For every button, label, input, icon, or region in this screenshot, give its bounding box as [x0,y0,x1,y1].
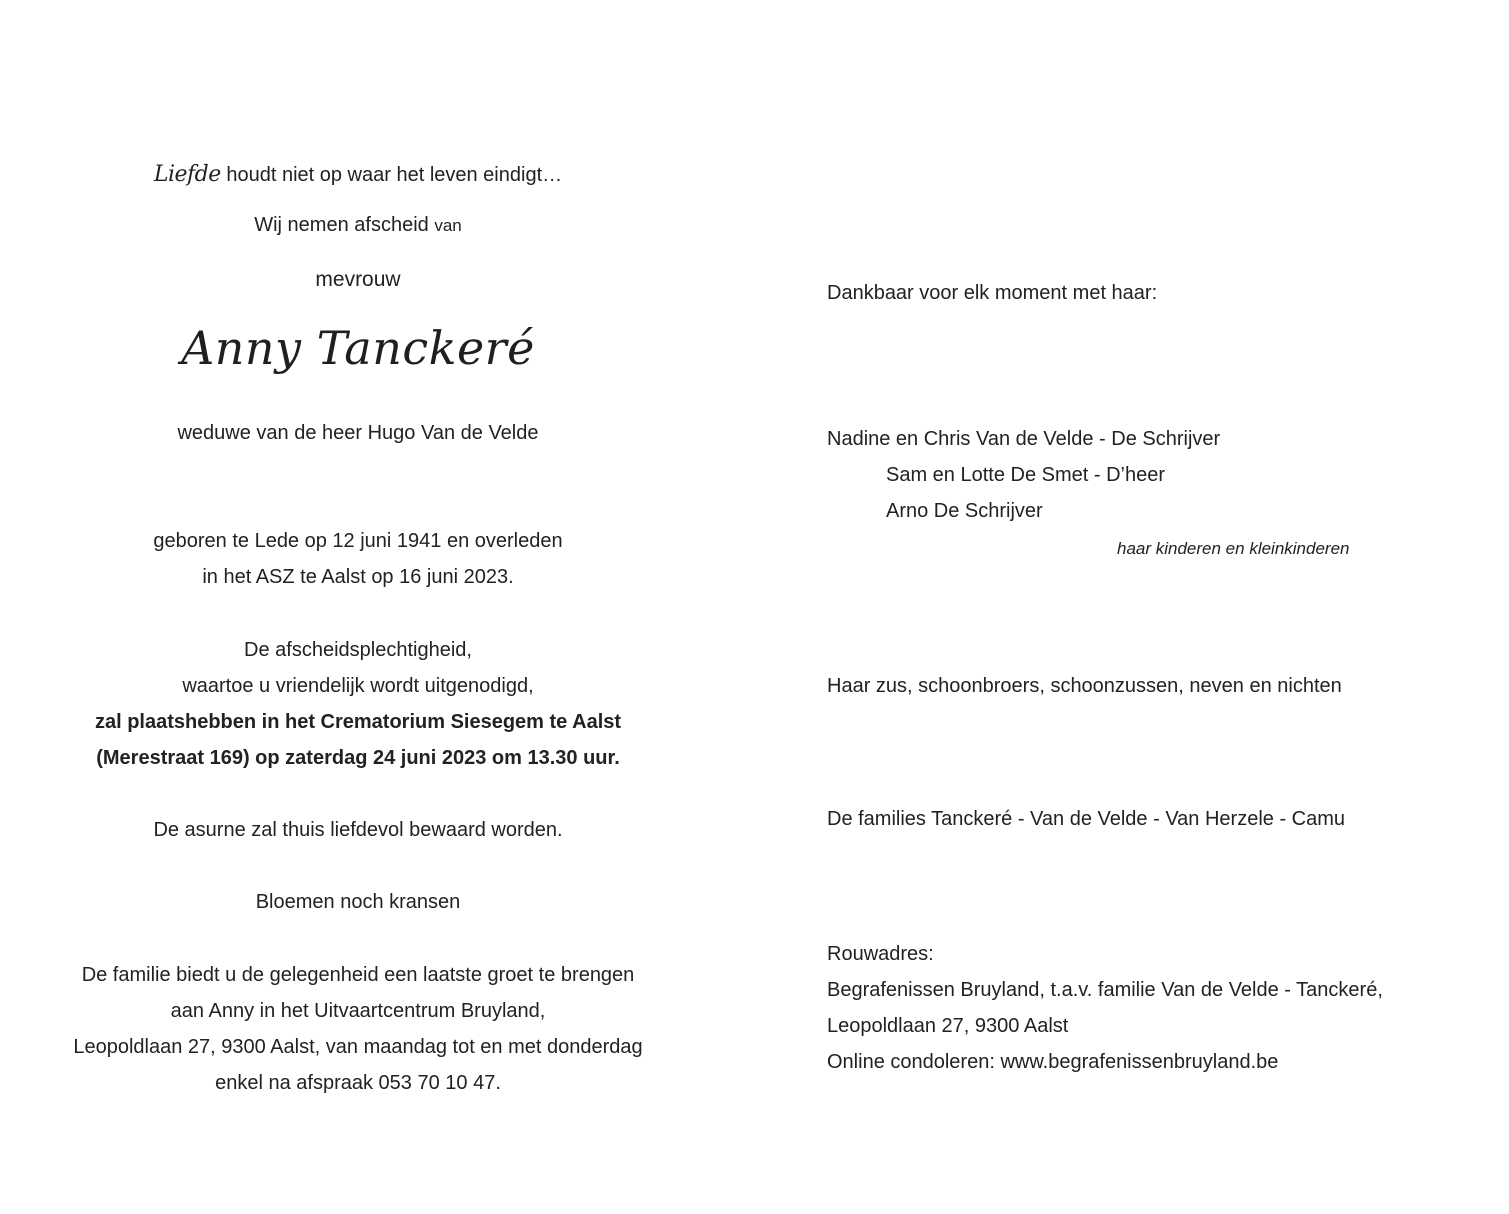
deceased-name: Anny Tanckeré [181,321,535,375]
visit-line-3: Leopoldlaan 27, 9300 Aalst, van maandag tot en met donderdag [73,1036,643,1058]
honorific: mevrouw [315,268,401,291]
ceremony-line-1: De afscheidsplechtigheid, [244,639,472,661]
family-line-3: Arno De Schrijver [886,500,1043,522]
address-line-3: Online condoleren: www.begrafenissenbruyland.be [827,1051,1279,1073]
visit-line-2: aan Anny in het Uitvaartcentrum Bruyland, [170,1000,546,1022]
ceremony-line-4: (Merestraat 169) op zaterdag 24 juni 2023 om 13.30 uur. [96,747,620,769]
born-line-1: geboren te Lede op 12 juni 1941 en overleden [153,530,563,552]
urn-line: De asurne zal thuis liefdevol bewaard worden. [153,819,563,841]
flowers-line: Bloemen noch kransen [255,891,461,913]
farewell-line [58,213,658,238]
relatives-line: Haar zus, schoonbroers, schoonzussen, neven en nichten [827,675,1342,697]
visit-line-4: enkel na afspraak 053 70 10 47. [215,1072,501,1094]
born-line-2: in het ASZ te Aalst op 16 juni 2023. [202,566,514,588]
visit-line-1: De familie biedt u de gelegenheid een laatste groet te brengen [81,964,635,986]
families-line: De families Tanckeré - Van de Velde - Van Herzele - Camu [827,808,1346,830]
opening-line [58,163,658,187]
address-line-2: Leopoldlaan 27, 9300 Aalst [827,1015,1069,1037]
opening-script-word: Liefde [153,162,221,187]
ceremony-line-2: waartoe u vriendelijk wordt uitgenodigd, [182,675,534,697]
opening-text: houdt niet op waar het leven eindigt… [220,164,563,186]
family-caption: haar kinderen en kleinkinderen [1117,539,1350,558]
widow-line: weduwe van de heer Hugo Van de Velde [177,422,539,444]
address-line-1: Begrafenissen Bruyland, t.a.v. familie Van de Velde - Tanckeré, [827,979,1383,1001]
address-label: Rouwadres: [827,943,934,965]
farewell-text: Wij nemen afscheid [254,214,429,236]
family-line-2: Sam en Lotte De Smet - D’heer [886,464,1166,486]
farewell-van: van [434,216,462,235]
family-line-1: Nadine en Chris Van de Velde - De Schrijver [827,428,1221,450]
ceremony-line-3: zal plaatshebben in het Crematorium Siesegem te Aalst [94,711,622,733]
thanks-line: Dankbaar voor elk moment met haar: [827,282,1158,304]
